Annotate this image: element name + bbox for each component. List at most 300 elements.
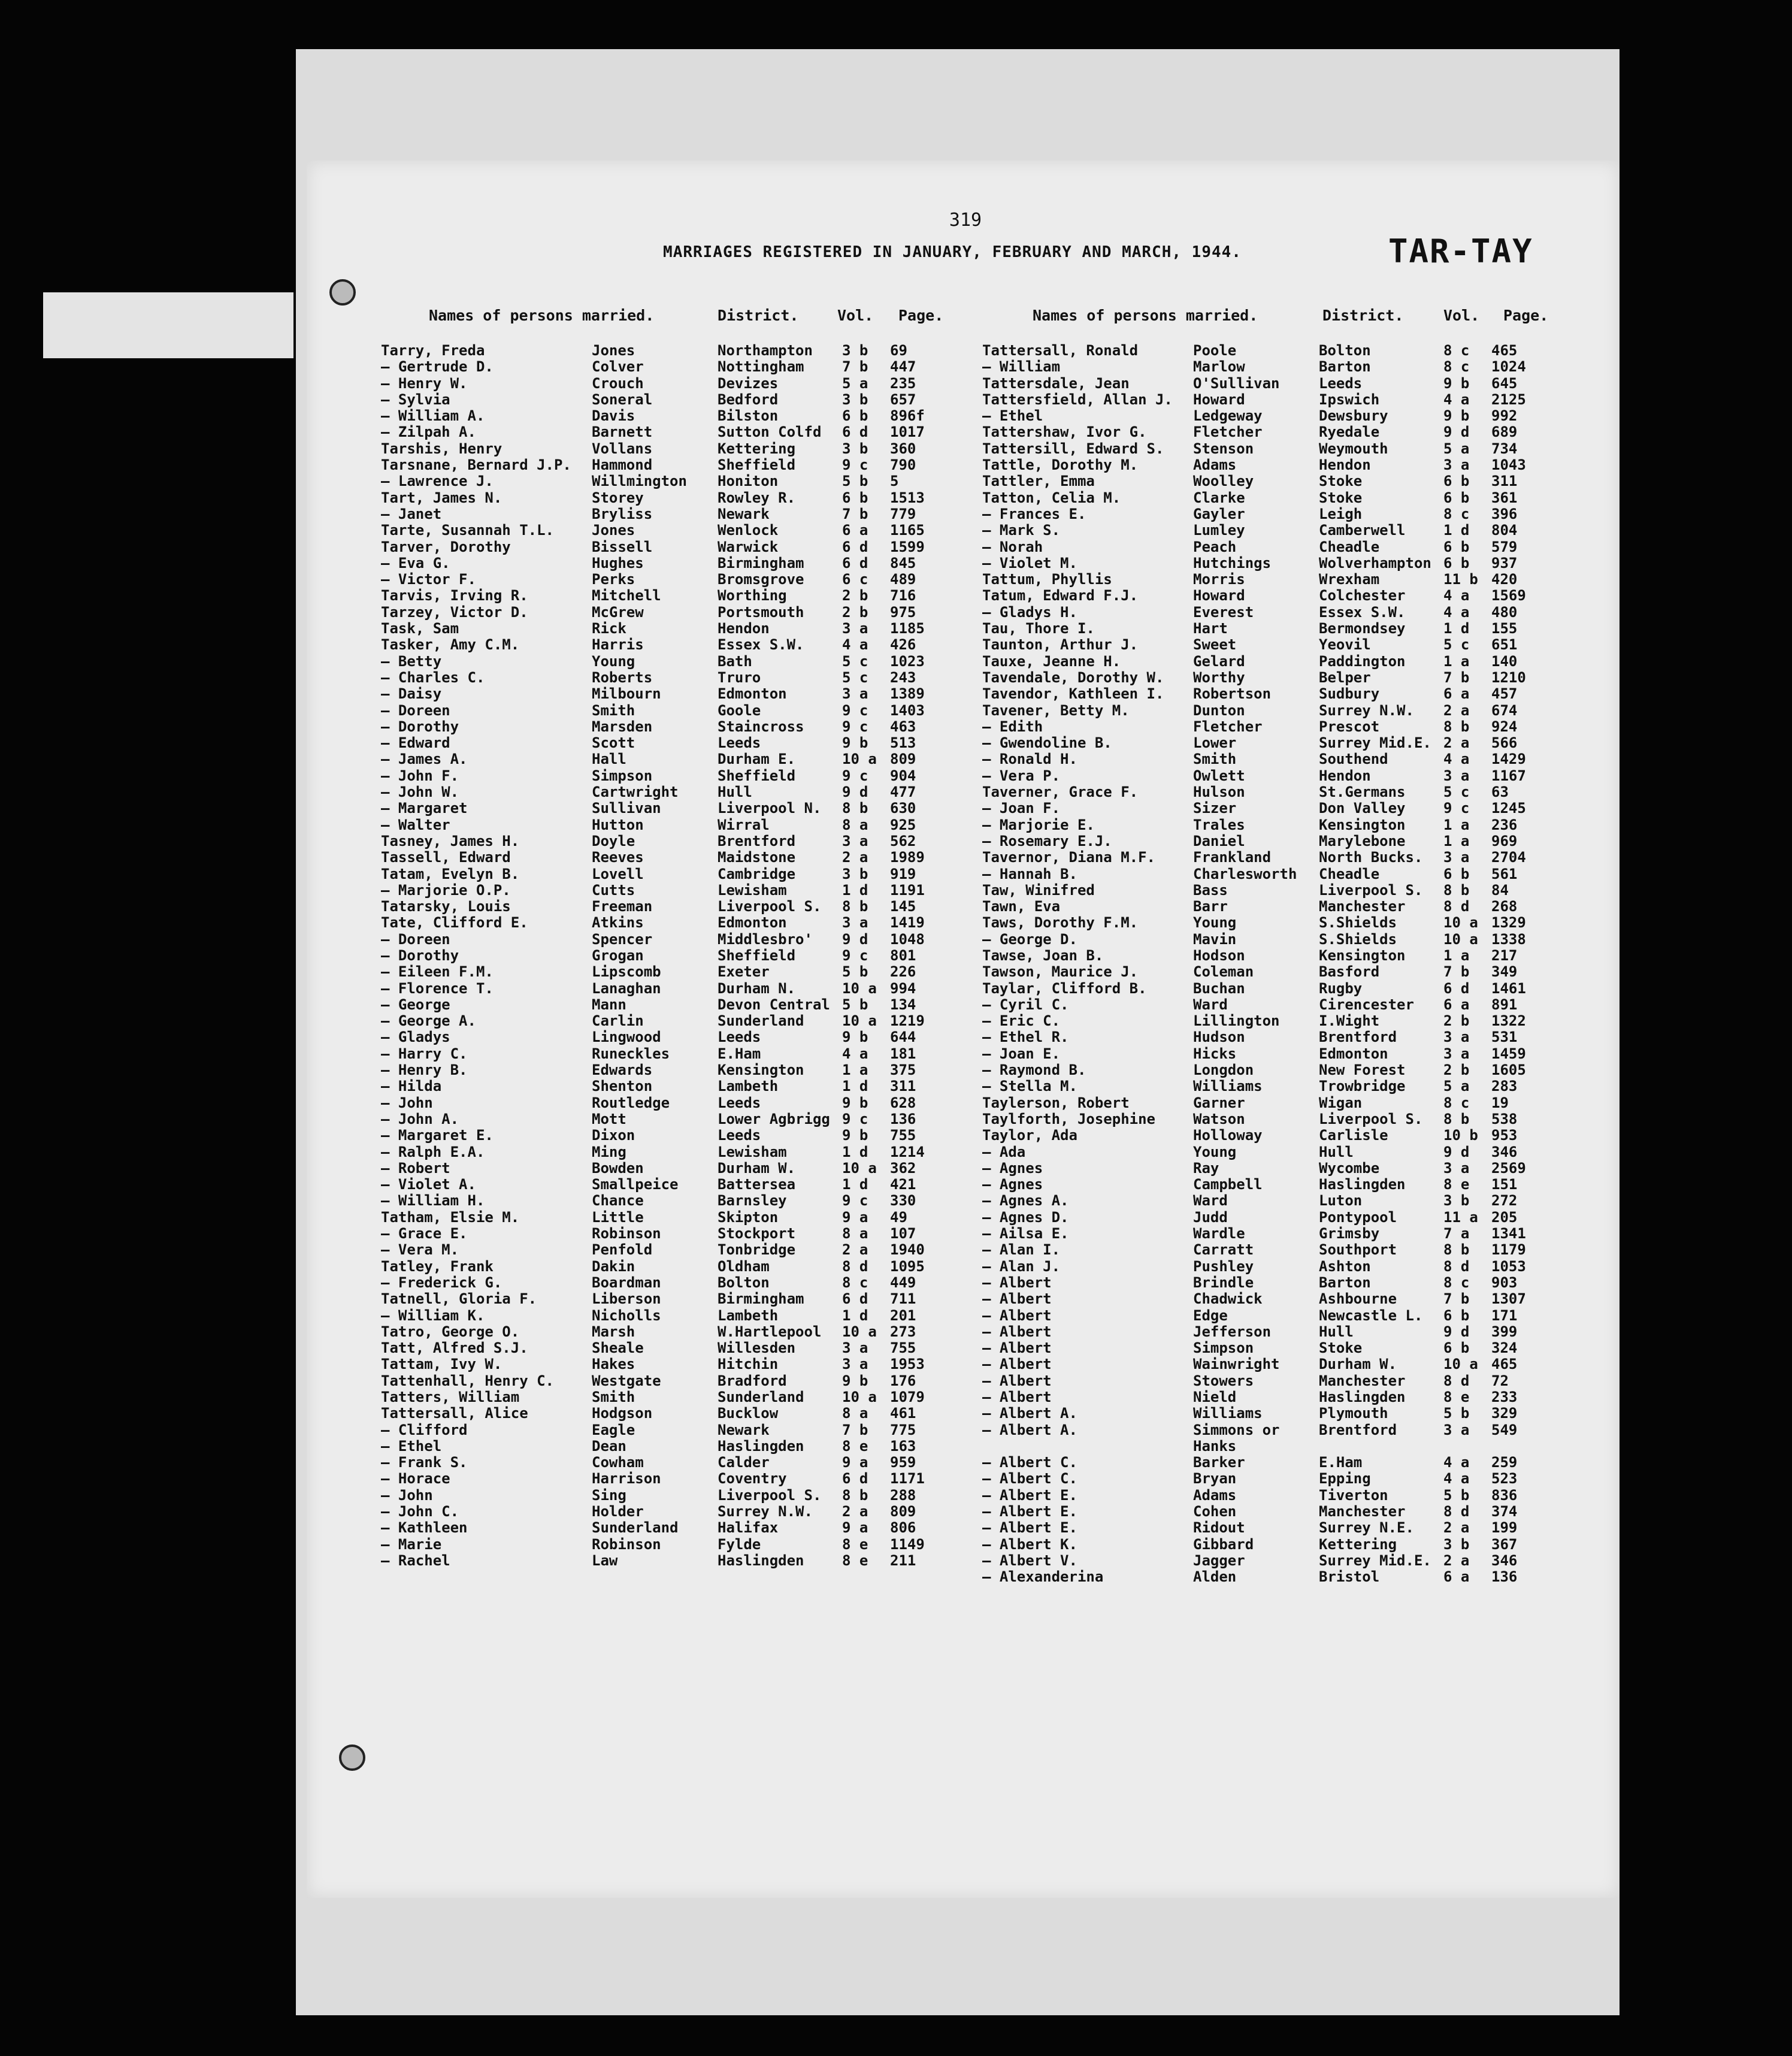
entry-spouse-surname: Adams	[1193, 1486, 1237, 1504]
entry-volume: 10 a	[1443, 1356, 1478, 1373]
entry-volume: 1 d	[1443, 522, 1470, 539]
entry-spouse-surname: McGrew	[592, 603, 644, 621]
entry-spouse-surname: Coleman	[1193, 963, 1254, 981]
entry-name: — Albert	[982, 1372, 1052, 1389]
entry-district: Ashbourne	[1319, 1290, 1397, 1308]
entry-district: Barnsley	[718, 1192, 787, 1210]
entry-volume: 3 a	[1443, 1421, 1470, 1438]
entry-volume: 6 d	[842, 1290, 868, 1308]
entry-page: 2125	[1491, 391, 1526, 408]
header-district-right: District.	[1322, 307, 1404, 324]
entry-name: — Alan I.	[982, 1241, 1061, 1259]
entry-spouse-surname: Hudson	[1193, 1029, 1245, 1046]
entry-volume: 6 d	[842, 424, 868, 441]
entry-page: 465	[1491, 1356, 1518, 1373]
entry-name: — Albert C.	[982, 1454, 1077, 1471]
entry-page: 919	[890, 865, 916, 882]
entry-volume: 3 a	[1443, 849, 1470, 866]
entry-name: Tau, Thore I.	[982, 620, 1095, 637]
entry-page: 953	[1491, 1127, 1518, 1144]
entry-page: 1245	[1491, 800, 1526, 817]
entry-page: 1167	[1491, 767, 1526, 784]
entry-district: Cheadle	[1319, 865, 1380, 882]
entry-district: Surrey N.W.	[1319, 702, 1414, 719]
header-names-right: Names of persons married.	[1033, 307, 1258, 324]
entry-volume: 3 a	[1443, 1045, 1470, 1062]
entry-name: Tauxe, Jeanne H.	[982, 652, 1121, 670]
entry-volume: 7 b	[842, 358, 868, 376]
entry-name: — William H.	[381, 1192, 485, 1210]
entry-district: Liverpool S.	[1319, 1110, 1423, 1127]
entry-volume: 9 d	[1443, 1323, 1470, 1340]
entry-spouse-surname: Sunderland	[592, 1519, 679, 1537]
entry-district: Fylde	[718, 1535, 761, 1553]
entry-spouse-surname: Smith	[592, 1389, 635, 1405]
entry-name: — George	[381, 996, 450, 1013]
entry-volume: 9 b	[842, 1372, 868, 1389]
entry-name: Tawson, Maurice J.	[982, 963, 1139, 981]
entry-page: 1024	[1491, 358, 1526, 376]
entry-name: — Marjorie E.	[982, 816, 1095, 833]
entry-district: Stoke	[1319, 473, 1363, 490]
entry-page: 1048	[890, 930, 925, 948]
entry-spouse-surname: Hanks	[1193, 1437, 1237, 1455]
entry-district: Haslingden	[718, 1552, 804, 1569]
entry-spouse-surname: Runeckles	[592, 1045, 670, 1062]
entry-page: 243	[890, 669, 916, 686]
entry-volume: 6 d	[1443, 979, 1470, 997]
entry-name: Tavendale, Dorothy W.	[982, 669, 1164, 686]
entry-spouse-surname: Young	[592, 652, 635, 670]
entry-district: Don Valley	[1319, 800, 1406, 817]
entry-volume: 4 a	[1443, 603, 1470, 621]
entry-district: Cambridge	[718, 865, 796, 882]
entry-page: 1461	[1491, 979, 1526, 997]
entry-name: — Ailsa E.	[982, 1225, 1069, 1242]
entry-spouse-surname: Cohen	[1193, 1503, 1237, 1520]
entry-page: 1513	[890, 489, 925, 506]
entry-page: 630	[890, 800, 916, 817]
entry-spouse-surname: Judd	[1193, 1208, 1228, 1226]
entry-name: — Betty	[381, 652, 442, 670]
entry-district: Lewisham	[718, 881, 787, 899]
entry-name: — John W.	[381, 784, 459, 801]
entry-volume: 1 a	[1443, 652, 1470, 670]
entry-volume: 2 a	[842, 849, 868, 866]
entry-volume: 5 c	[1443, 636, 1470, 654]
entry-volume: 8 b	[1443, 1241, 1470, 1259]
entry-district: Halifax	[718, 1519, 779, 1537]
entry-spouse-surname: Roberts	[592, 669, 653, 686]
entry-district: Newcastle L.	[1319, 1307, 1423, 1324]
entry-name: Tattle, Dorothy M.	[982, 456, 1139, 474]
entry-spouse-surname: O'Sullivan	[1193, 374, 1280, 392]
entry-page: 324	[1491, 1340, 1518, 1357]
entry-page: 904	[890, 767, 916, 784]
entry-page: 226	[890, 963, 916, 981]
entry-spouse-surname: Mitchell	[592, 587, 661, 604]
header-vol-left: Vol.	[837, 307, 874, 324]
entry-district: Surrey N.E.	[1319, 1519, 1414, 1537]
entry-volume: 6 b	[1443, 1307, 1470, 1324]
entry-name: Tattersall, Alice	[381, 1405, 528, 1422]
entry-page: 201	[890, 1307, 916, 1324]
entry-page: 163	[890, 1437, 916, 1455]
entry-district: Ryedale	[1319, 424, 1380, 441]
entry-district: Skipton	[718, 1208, 779, 1226]
entry-district: Willesden	[718, 1340, 796, 1357]
entry-district: Wolverhampton	[1319, 554, 1431, 572]
entry-spouse-surname: Pushley	[1193, 1257, 1254, 1275]
entry-district: St.Germans	[1319, 784, 1406, 801]
entry-spouse-surname: Bowden	[592, 1159, 644, 1177]
entry-spouse-surname: Grogan	[592, 947, 644, 964]
entry-name: — Albert V.	[982, 1552, 1077, 1569]
entry-volume: 6 a	[842, 522, 868, 539]
entry-page: 896f	[890, 407, 925, 425]
entry-district: Maidstone	[718, 849, 796, 866]
entry-district: Leeds	[718, 1094, 761, 1111]
entry-district: Wenlock	[718, 522, 779, 539]
entry-volume: 7 b	[842, 505, 868, 522]
entry-spouse-surname: Mann	[592, 996, 626, 1013]
entry-volume: 6 b	[1443, 1340, 1470, 1357]
entry-spouse-surname: Brindle	[1193, 1274, 1254, 1291]
entry-page: 134	[890, 996, 916, 1013]
entry-name: — Stella M.	[982, 1078, 1077, 1095]
entry-spouse-surname: Peach	[1193, 538, 1237, 555]
entry-district: Calder	[718, 1454, 770, 1471]
entry-district: Portsmouth	[718, 603, 804, 621]
entry-district: Sudbury	[1319, 685, 1380, 703]
entry-spouse-surname: Cutts	[592, 881, 635, 899]
entry-district: Stoke	[1319, 1340, 1363, 1357]
entry-volume: 6 b	[1443, 489, 1470, 506]
entry-district: Newark	[718, 505, 770, 522]
entry-volume: 9 d	[842, 930, 868, 948]
entry-name: Tattersill, Edward S.	[982, 440, 1164, 457]
entry-page: 449	[890, 1274, 916, 1291]
entry-district: Leeds	[718, 1127, 761, 1144]
entry-spouse-surname: Vollans	[592, 440, 653, 457]
entry-volume: 7 b	[1443, 669, 1470, 686]
entry-volume: 3 b	[842, 391, 868, 408]
entry-volume: 5 b	[1443, 1405, 1470, 1422]
entry-name: — Vera P.	[982, 767, 1061, 784]
entry-spouse-surname: Gelard	[1193, 652, 1245, 670]
entry-volume: 6 b	[842, 489, 868, 506]
entry-district: Manchester	[1319, 1372, 1406, 1389]
entry-spouse-surname: Barr	[1193, 898, 1228, 915]
entry-spouse-surname: Bissell	[592, 538, 653, 555]
entry-name: — Albert	[982, 1323, 1052, 1340]
entry-spouse-surname: Wainwright	[1193, 1356, 1280, 1373]
entry-page: 790	[890, 456, 916, 474]
entry-volume: 2 b	[842, 603, 868, 621]
entry-volume: 3 a	[842, 620, 868, 637]
entry-name: Tatam, Evelyn B.	[381, 865, 520, 882]
entry-spouse-surname: Lumley	[1193, 522, 1245, 539]
entry-name: — Edward	[381, 734, 450, 752]
entry-volume: 6 b	[1443, 865, 1470, 882]
entry-spouse-surname: Jagger	[1193, 1552, 1245, 1569]
entry-page: 1095	[890, 1257, 925, 1275]
entry-page: 969	[1491, 832, 1518, 849]
entry-spouse-surname: Gayler	[1193, 505, 1245, 522]
entry-spouse-surname: Clarke	[1193, 489, 1245, 506]
entry-page: 1149	[890, 1535, 925, 1553]
entry-district: Bristol	[1319, 1568, 1380, 1586]
entry-volume: 5 a	[842, 374, 868, 392]
entry-name: Tate, Clifford E.	[381, 914, 528, 932]
entry-district: Birmingham	[718, 554, 804, 572]
entry-name: Tatt, Alfred S.J.	[381, 1340, 528, 1357]
entry-district: Kensington	[1319, 816, 1406, 833]
entry-district: Durham W.	[1319, 1356, 1397, 1373]
entry-name: Tatnell, Gloria F.	[381, 1290, 537, 1308]
entry-volume: 9 b	[842, 1094, 868, 1111]
entry-volume: 8 c	[842, 1274, 868, 1291]
entry-spouse-surname: Simpson	[1193, 1340, 1254, 1357]
entry-name: — Eileen F.M.	[381, 963, 494, 981]
entry-name: — Rosemary E.J.	[982, 832, 1112, 849]
entry-volume: 9 d	[1443, 1143, 1470, 1160]
entry-page: 1419	[890, 914, 925, 932]
entry-volume: 6 b	[1443, 538, 1470, 555]
entry-page: 311	[1491, 473, 1518, 490]
entry-name: — Grace E.	[381, 1225, 468, 1242]
entry-volume: 8 d	[1443, 1257, 1470, 1275]
entry-name: Tassell, Edward	[381, 849, 511, 866]
entry-name: — William A.	[381, 407, 485, 425]
entry-page: 716	[890, 587, 916, 604]
entry-district: Bucklow	[718, 1405, 779, 1422]
entry-district: Northampton	[718, 342, 813, 359]
entry-page: 1989	[890, 849, 925, 866]
entry-volume: 6 b	[1443, 473, 1470, 490]
entry-name: — Charles C.	[381, 669, 485, 686]
entry-page: 779	[890, 505, 916, 522]
entry-page: 1017	[890, 424, 925, 441]
entry-volume: 10 a	[842, 1323, 877, 1340]
entry-district: Trowbridge	[1319, 1078, 1406, 1095]
entry-district: Middlesbro'	[718, 930, 813, 948]
entry-volume: 1 d	[842, 881, 868, 899]
entry-volume: 8 b	[1443, 881, 1470, 899]
entry-volume: 1 d	[842, 1078, 868, 1095]
entry-district: Kettering	[1319, 1535, 1397, 1553]
entry-district: Liverpool S.	[1319, 881, 1423, 899]
punch-hole-bottom	[339, 1744, 365, 1771]
entry-page: 579	[1491, 538, 1518, 555]
entry-page: 1179	[1491, 1241, 1526, 1259]
entry-district: Bilston	[718, 407, 779, 425]
entry-district: Epping	[1319, 1470, 1371, 1487]
entry-spouse-surname: Rick	[592, 620, 626, 637]
entry-name: Tarver, Dorothy	[381, 538, 511, 555]
entry-name: — Violet A.	[381, 1176, 476, 1193]
entry-name: — Kathleen	[381, 1519, 468, 1537]
entry-page: 1307	[1491, 1290, 1526, 1308]
entry-district: Haslingden	[718, 1437, 804, 1455]
entry-page: 903	[1491, 1274, 1518, 1291]
entry-page: 1171	[890, 1470, 925, 1487]
entry-name: — Eva G.	[381, 554, 450, 572]
entry-volume: 2 a	[842, 1503, 868, 1520]
entry-name: — Ada	[982, 1143, 1026, 1160]
entry-spouse-surname: Penfold	[592, 1241, 653, 1259]
entry-district: Liverpool N.	[718, 800, 822, 817]
entry-district: Basford	[1319, 963, 1380, 981]
entry-spouse-surname: Chance	[592, 1192, 644, 1210]
entry-page: 1322	[1491, 1012, 1526, 1030]
entry-district: Southend	[1319, 751, 1388, 768]
entry-spouse-surname: Carlin	[592, 1012, 644, 1030]
entry-page: 1459	[1491, 1045, 1526, 1062]
entry-district: Leeds	[718, 734, 761, 752]
entry-spouse-surname: Holloway	[1193, 1127, 1263, 1144]
entry-name: Tatters, William	[381, 1389, 520, 1405]
entry-name: — Lawrence J.	[381, 473, 494, 490]
entry-spouse-surname: Wardle	[1193, 1225, 1245, 1242]
entry-district: New Forest	[1319, 1062, 1406, 1079]
entry-name: — Walter	[381, 816, 450, 833]
entry-district: Marylebone	[1319, 832, 1406, 849]
entry-district: Hitchin	[718, 1356, 779, 1373]
entry-volume: 9 d	[1443, 424, 1470, 441]
entry-name: — Agnes	[982, 1176, 1043, 1193]
entry-district: Kettering	[718, 440, 796, 457]
entry-volume: 5 c	[842, 669, 868, 686]
entry-volume: 9 b	[1443, 407, 1470, 425]
entry-district: S.Shields	[1319, 914, 1397, 932]
entry-name: Task, Sam	[381, 620, 459, 637]
entry-spouse-surname: Sheale	[592, 1340, 644, 1357]
entry-name: — Robert	[381, 1159, 450, 1177]
entry-name: — Dorothy	[381, 947, 459, 964]
entry-spouse-surname: Harrison	[592, 1470, 661, 1487]
entry-page: 461	[890, 1405, 916, 1422]
entry-volume: 10 a	[1443, 930, 1478, 948]
entry-name: — Janet	[381, 505, 442, 522]
entry-page: 176	[890, 1372, 916, 1389]
header-district-left: District.	[718, 307, 799, 324]
entry-volume: 4 a	[1443, 751, 1470, 768]
entry-spouse-surname: Watson	[1193, 1110, 1245, 1127]
entry-spouse-surname: Fletcher	[1193, 424, 1263, 441]
entry-volume: 7 b	[842, 1421, 868, 1438]
entry-name: — Alan J.	[982, 1257, 1061, 1275]
entry-volume: 1 a	[842, 1062, 868, 1079]
entry-name: Tavernor, Diana M.F.	[982, 849, 1155, 866]
entry-volume: 5 b	[842, 473, 868, 490]
entry-page: 804	[1491, 522, 1518, 539]
header-page-right: Page.	[1503, 307, 1549, 324]
entry-district: Liverpool S.	[718, 898, 822, 915]
entry-name: — William	[982, 358, 1061, 376]
entry-name: — Gertrude D.	[381, 358, 494, 376]
entry-district: Kensington	[718, 1062, 804, 1079]
entry-name: — Albert	[982, 1307, 1052, 1324]
entry-volume: 1 d	[842, 1307, 868, 1324]
entry-name: Tattersall, Ronald	[982, 342, 1139, 359]
entry-volume: 11 b	[1443, 571, 1478, 588]
entry-page: 72	[1491, 1372, 1509, 1389]
entry-district: Southport	[1319, 1241, 1397, 1259]
entry-page: 959	[890, 1454, 916, 1471]
index-tab-strip	[43, 292, 293, 358]
page-number: 319	[949, 210, 982, 231]
entry-volume: 6 a	[1443, 1568, 1470, 1586]
entry-page: 151	[1491, 1176, 1518, 1193]
entry-page: 1165	[890, 522, 925, 539]
entry-district: Weymouth	[1319, 440, 1388, 457]
entry-page: 1569	[1491, 587, 1526, 604]
entry-page: 288	[890, 1486, 916, 1504]
entry-district: Tonbridge	[718, 1241, 796, 1259]
entry-volume: 2 a	[1443, 1552, 1470, 1569]
entry-district: Staincross	[718, 718, 804, 735]
entry-spouse-surname: Bryan	[1193, 1470, 1237, 1487]
entry-volume: 1 a	[1443, 832, 1470, 849]
entry-district: Worthing	[718, 587, 787, 604]
entry-spouse-surname: Barnett	[592, 424, 653, 441]
entry-spouse-surname: Nicholls	[592, 1307, 661, 1324]
entry-volume: 9 b	[842, 734, 868, 752]
entry-page: 426	[890, 636, 916, 654]
entry-name: — Agnes A.	[982, 1192, 1069, 1210]
entry-volume: 3 b	[842, 342, 868, 359]
entry-page: 924	[1491, 718, 1518, 735]
entry-district: Lambeth	[718, 1078, 779, 1095]
entry-page: 925	[890, 816, 916, 833]
entry-spouse-surname: Jones	[592, 522, 635, 539]
entry-name: — James A.	[381, 751, 468, 768]
entry-spouse-surname: Longdon	[1193, 1062, 1254, 1079]
entry-spouse-surname: Davis	[592, 407, 635, 425]
entry-volume: 2 b	[1443, 1012, 1470, 1030]
entry-volume: 5 a	[1443, 440, 1470, 457]
entry-name: — Marjorie O.P.	[381, 881, 511, 899]
entry-page: 136	[890, 1110, 916, 1127]
entry-name: — Albert E.	[982, 1486, 1077, 1504]
entry-spouse-surname: Lingwood	[592, 1029, 661, 1046]
entry-name: — Ethel R.	[982, 1029, 1069, 1046]
entry-district: Leeds	[718, 1029, 761, 1046]
entry-page: 396	[1491, 505, 1518, 522]
entry-spouse-surname: Charlesworth	[1193, 865, 1297, 882]
entry-volume: 3 a	[842, 914, 868, 932]
entry-name: Taws, Dorothy F.M.	[982, 914, 1139, 932]
entry-name: Tarsnane, Bernard J.P.	[381, 456, 571, 474]
entry-district: Durham N.	[718, 979, 796, 997]
entry-district: Kensington	[1319, 947, 1406, 964]
entry-name: — George D.	[982, 930, 1077, 948]
entry-spouse-surname: Ray	[1193, 1159, 1219, 1177]
entry-page: 399	[1491, 1323, 1518, 1340]
entry-page: 561	[1491, 865, 1518, 882]
entry-district: Durham E.	[718, 751, 796, 768]
entry-spouse-surname: Mavin	[1193, 930, 1237, 948]
entry-spouse-surname: Stowers	[1193, 1372, 1254, 1389]
entry-district: Paddington	[1319, 652, 1406, 670]
entry-spouse-surname: Young	[1193, 1143, 1237, 1160]
entry-name: — John F.	[381, 767, 459, 784]
entry-page: 136	[1491, 1568, 1518, 1586]
entry-spouse-surname: Simmons or	[1193, 1421, 1280, 1438]
entry-district: Leeds	[1319, 374, 1363, 392]
entry-spouse-surname: Carratt	[1193, 1241, 1254, 1259]
